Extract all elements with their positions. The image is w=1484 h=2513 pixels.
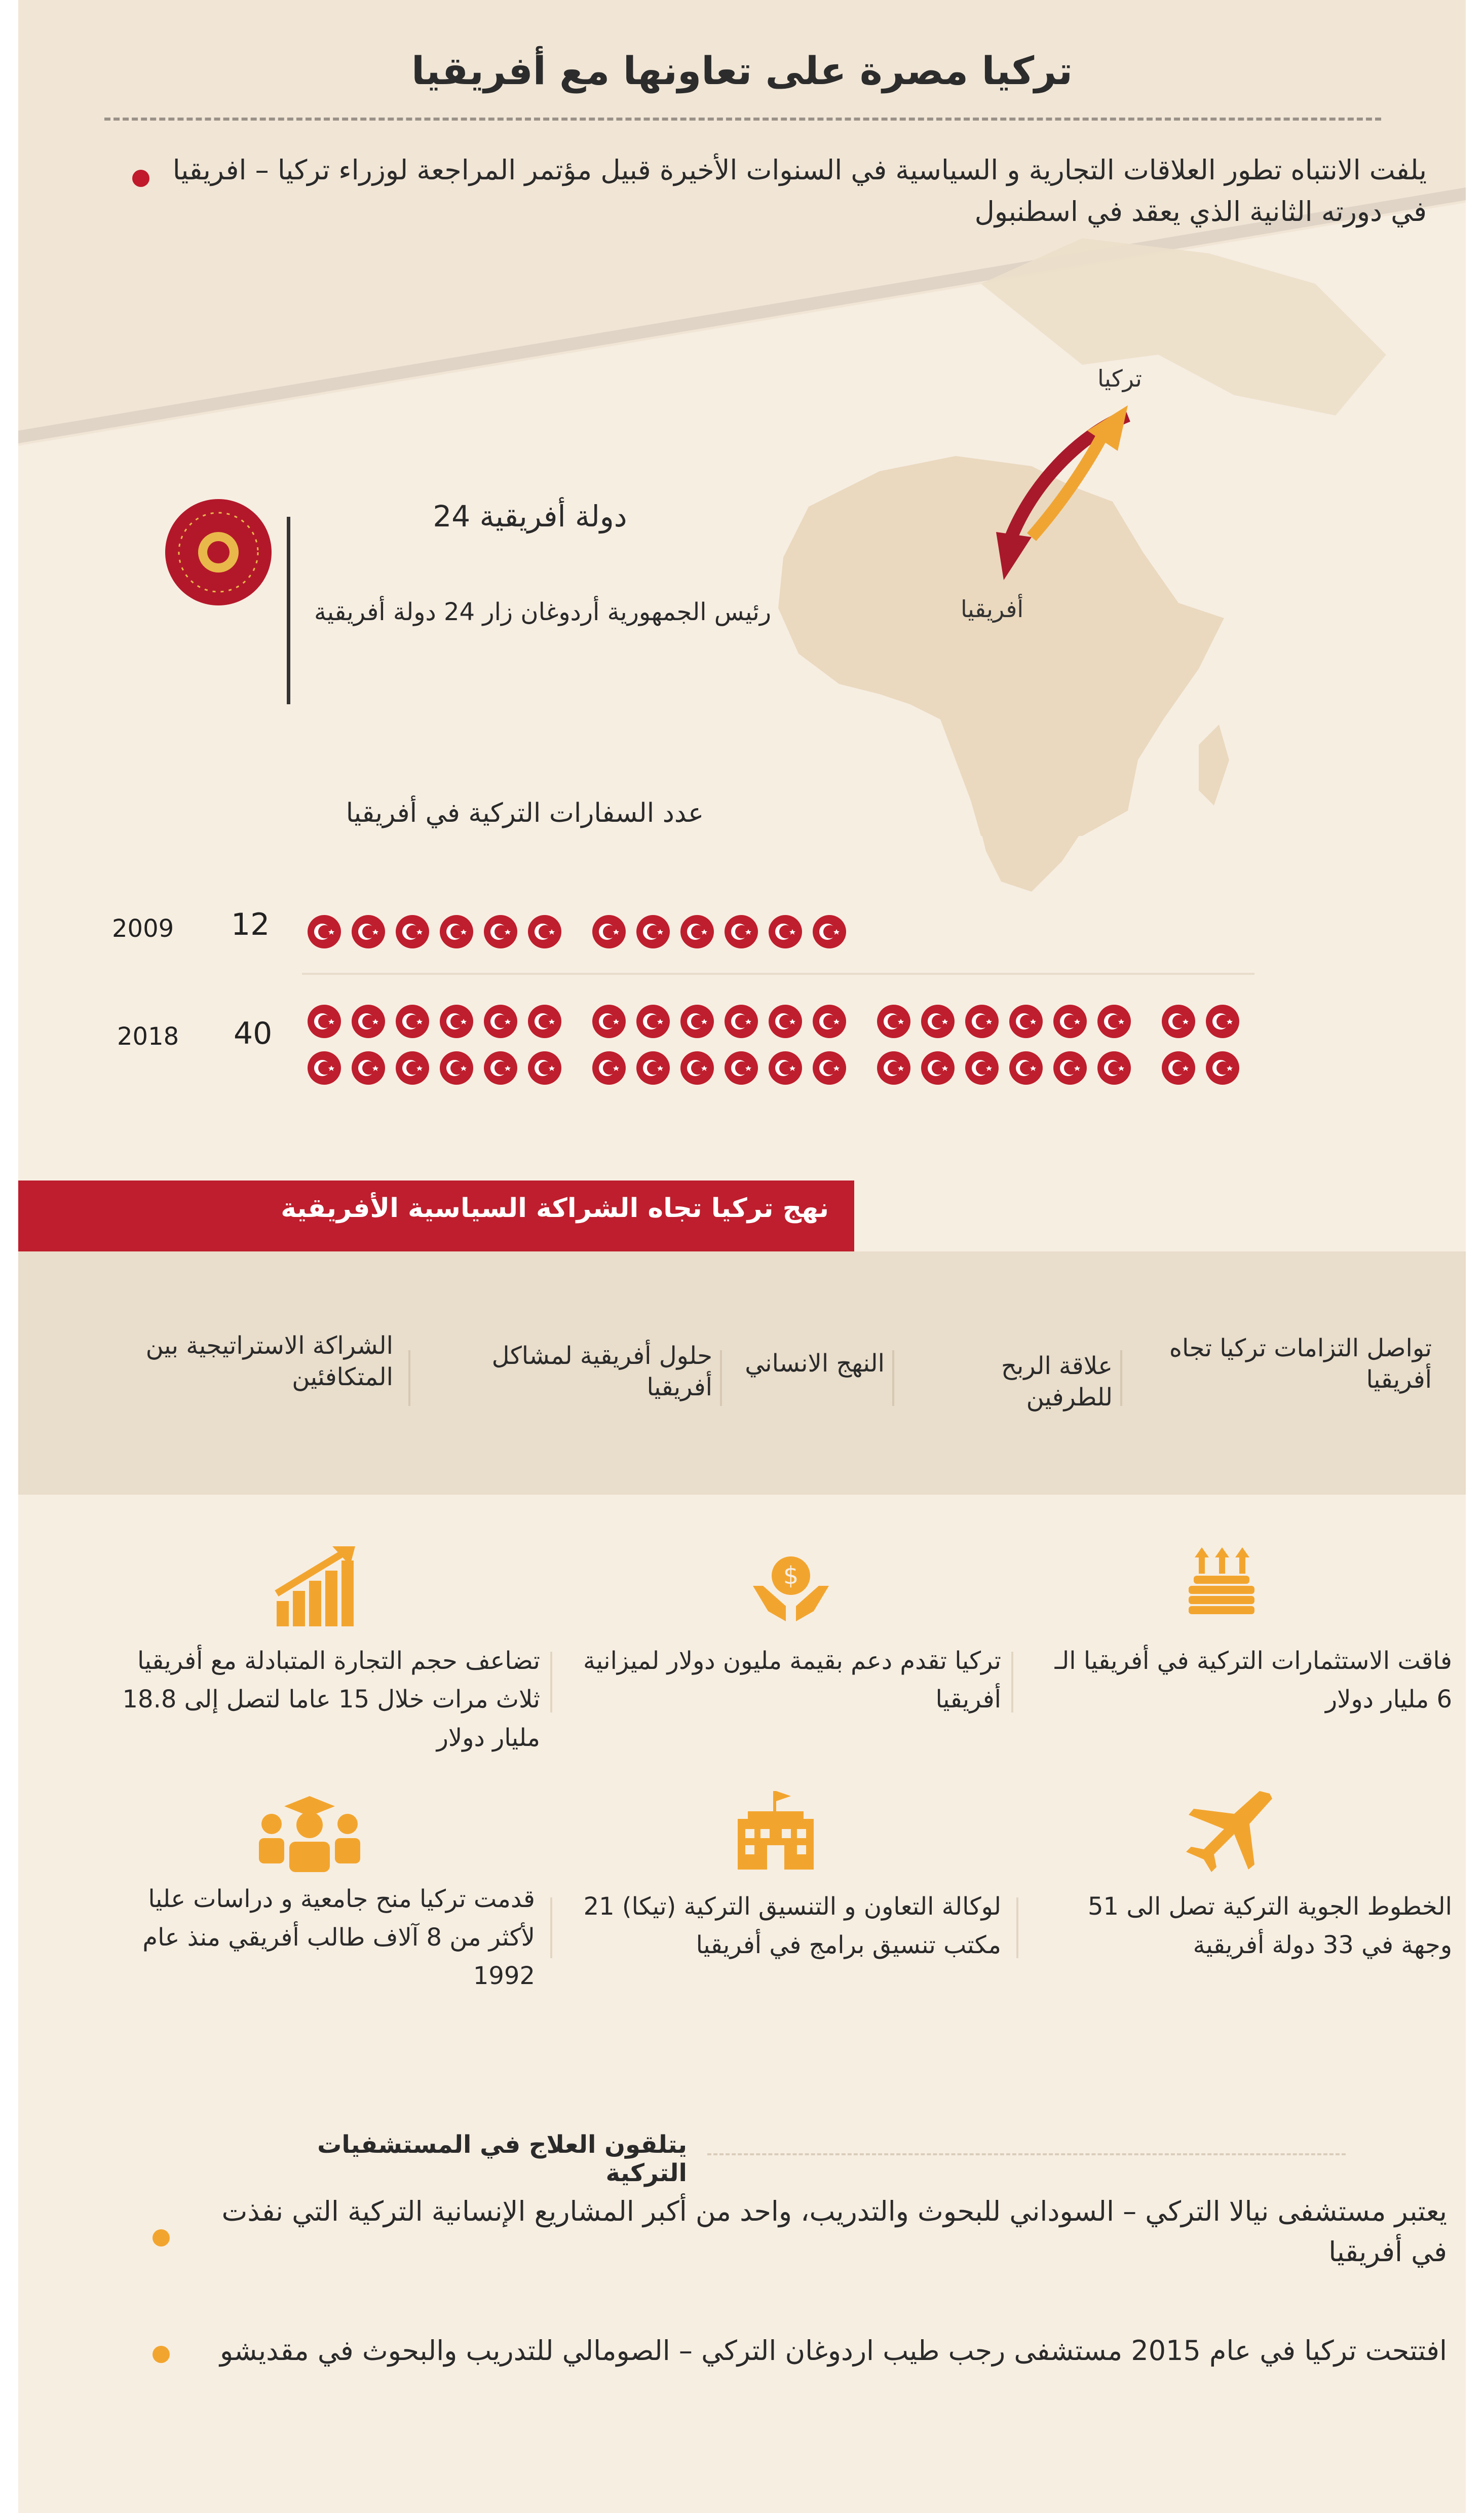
embassy-flag-icon [307,1004,341,1039]
fact-text: لوكالة التعاون و التنسيق التركية (تيكا) 21 مكتب تنسيق برامج في أفريقيا [583,1892,1001,1959]
embassy-flag-icon [592,1004,626,1039]
infographic-page [18,0,1466,2513]
intro-text: يلفت الانتباه تطور العلاقات التجارية و السياسية في السنوات الأخيرة قبيل مؤتمر المراجعة لوزراء تركيا – افريقيا في دورته الثانية الذي يعقد في اسطنبول [172,154,1427,227]
approach-divider [408,1350,410,1406]
approach-item: علاقة الربح للطرفين [1001,1352,1113,1412]
background-decoration [18,0,1466,836]
embassy-flag-icon [439,915,474,949]
visits-description: رئيس الجمهورية أردوغان زار 24 دولة أفريقية [314,598,772,626]
embassy-flag-icon [351,915,386,949]
fact-text: فاقت الاستثمارات التركية في أفريقيا الـ 6 مليار دولار [1054,1647,1452,1714]
hospitals-title-line [707,2153,1346,2155]
embassy-flag-icon [592,915,626,949]
page-title: تركيا مصرة على تعاونها مع أفريقيا [411,48,1073,93]
fact-divider [1016,1897,1018,1958]
embassy-flag-icon [812,1004,847,1039]
embassy-flag-icon [680,915,714,949]
embassy-flag-icon [812,915,847,949]
embassy-flag-icon [351,1051,386,1085]
relation-arrows [976,385,1168,598]
embassy-flag-icon [768,1004,803,1039]
label-turkey: تركيا [1097,365,1142,392]
embassy-flag-icon [965,1004,999,1039]
embassy-flag-icon [483,1051,518,1085]
embassy-flag-icon [1009,1004,1043,1039]
approach-item: حلول أفريقية لمشاكل أفريقيا [491,1342,712,1401]
embassy-flag-icon [1097,1004,1131,1039]
embassy-flag-icon [395,1051,430,1085]
embassy-flag-icon [877,1051,911,1085]
embassy-flag-icon [483,1004,518,1039]
embassy-flag-icon [724,1004,758,1039]
stat-leader-line [287,517,290,704]
hospital-item: افتتحت تركيا في عام 2015 مستشفى رجب طيب اردوغان التركي – الصومالي للتدريب والبحوث في مقديشو [220,2335,1447,2367]
hospitals-title: يتلقون العلاج في المستشفيات التركية [317,2130,687,2187]
approach-banner-text: نهج تركيا تجاه الشراكة السياسية الأفريقية [281,1193,829,1224]
approach-divider [1120,1350,1122,1406]
embassy-flag-icon [877,1004,911,1039]
bullet-dot [132,170,149,187]
embassy-flag-icon [636,1004,670,1039]
title-divider [104,118,1381,121]
embassy-flag-icon [592,1051,626,1085]
embassy-flag-icon [483,915,518,949]
embassy-flag-icon [1053,1051,1087,1085]
embassies-title: عدد السفارات التركية في أفريقيا [346,798,704,828]
graduate-students-icon [256,1794,343,1880]
embassy-flag-icon [1161,1051,1196,1085]
visits-headline: 24 دولة أفريقية [433,499,627,534]
approach-divider [892,1350,894,1406]
embassy-flag-icon [812,1051,847,1085]
embassy-flag-icon [527,1051,562,1085]
approach-divider [720,1350,722,1406]
embassy-flag-icon [395,915,430,949]
embassy-flag-icon [636,915,670,949]
airplane-icon [1184,1788,1270,1875]
embassy-flag-icon [680,1051,714,1085]
fact-text: تركيا تقدم دعم بقيمة مليون دولار لميزانية أفريقيا [583,1647,1001,1714]
embassy-flag-icon [439,1051,474,1085]
embassy-flag-icon [680,1004,714,1039]
embassy-flag-icon [768,1051,803,1085]
investment-coins-icon [1178,1545,1265,1631]
embassy-flag-icon [307,915,341,949]
presidential-seal-icon [165,499,272,605]
embassy-flag-icon [636,1051,670,1085]
embassy-flag-icon [527,1004,562,1039]
embassy-flag-icon [1053,1004,1087,1039]
embassy-flag-icon [1097,1051,1131,1085]
embassy-flag-icon [921,1051,955,1085]
embassy-flag-icon [1009,1051,1043,1085]
bullet-dot [153,2229,170,2247]
money-hands-icon [748,1545,834,1631]
embassy-flag-icon [768,915,803,949]
row-separator [302,973,1254,975]
fact-text: تضاعف حجم التجارة المتبادلة مع أفريقيا ثلاث مرات خلال 15 عاما لتصل إلى 18.8 مليار دولار [122,1647,540,1752]
fact-text: قدمت تركيا منح جامعية و دراسات عليا لأكثر من 8 آلاف طالب أفريقي منذ عام 1992 [142,1885,535,1990]
embassy-flag-icon [351,1004,386,1039]
fact-divider [550,1897,552,1958]
bullet-dot [153,2346,170,2363]
embassy-flag-icon [1205,1051,1240,1085]
approach-item: الشراكة الاستراتيجية بين المتكافئين [145,1331,393,1391]
embassy-flag-icon [724,915,758,949]
label-africa: أفريقيا [961,595,1024,623]
embassy-flag-icon [724,1051,758,1085]
approach-item: تواصل التزامات تركيا تجاه أفريقيا [1169,1334,1432,1394]
embassy-flag-icon [1161,1004,1196,1039]
fact-text: الخطوط الجوية التركية تصل الى 51 وجهة في 33 دولة أفريقية [1087,1892,1452,1959]
embassy-flag-icon [307,1051,341,1085]
embassy-flag-icon [965,1051,999,1085]
fact-divider [1011,1652,1013,1712]
embassy-flag-icon [921,1004,955,1039]
africa-map-south [930,831,1184,907]
embassy-flag-icon [1205,1004,1240,1039]
office-building-icon [733,1788,819,1875]
approach-item: النهج الانساني [745,1349,885,1378]
year-2018: 2018 [117,1022,179,1051]
svg-text:$: $ [783,1562,799,1590]
hospital-item: يعتبر مستشفى نيالا التركي – السوداني للبحوث والتدريب، واحد من أكبر المشاريع الإنسانية التركية التي نفذت في أفريقيا [221,2195,1447,2268]
fact-divider [550,1652,552,1712]
embassy-flag-icon [527,915,562,949]
year-2009: 2009 [112,915,174,943]
embassy-flag-icon [395,1004,430,1039]
count-2009: 12 [231,907,270,942]
growth-chart-icon [272,1545,358,1631]
embassy-flag-icon [439,1004,474,1039]
count-2018: 40 [234,1016,273,1051]
